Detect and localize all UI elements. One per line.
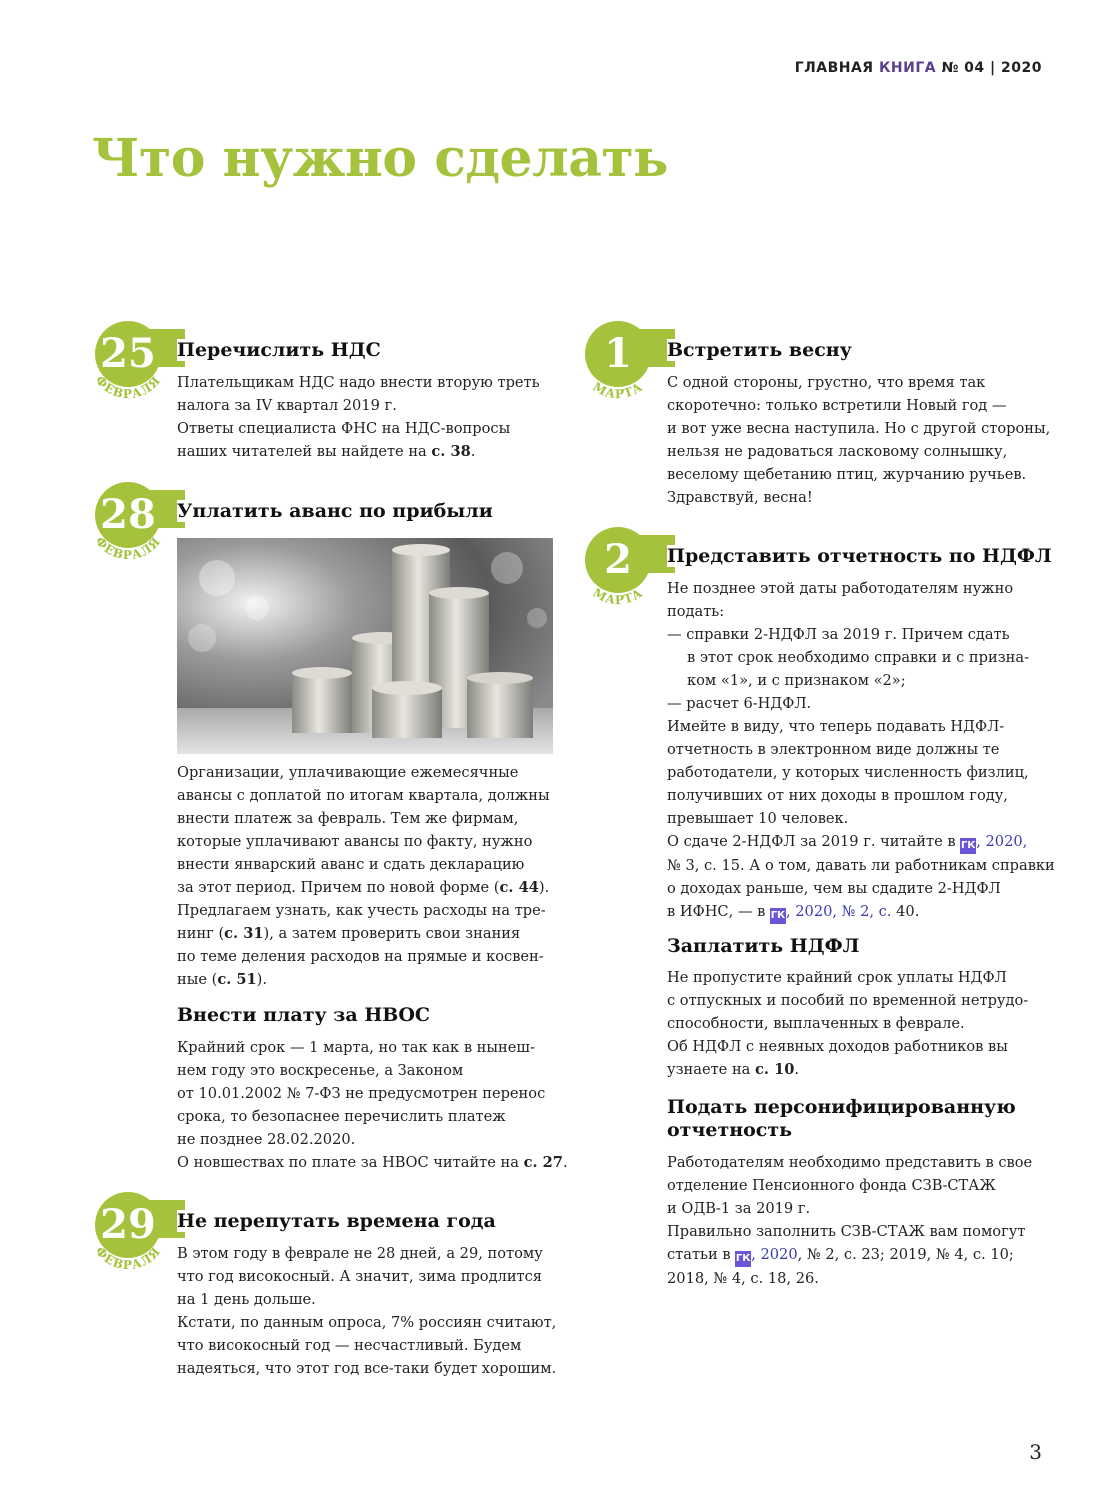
text-line: что год високосный. А значит, зима продлится [177, 1268, 543, 1285]
text-line: О сдаче 2-НДФЛ за 2019 г. читайте в ГК, 2020, [667, 830, 1055, 854]
page-ref: с. 27 [523, 1154, 563, 1171]
heading-ndfl-report: Представить отчетность по НДФЛ [667, 545, 1056, 567]
text-nds [177, 371, 540, 463]
text-line: О новшествах по плате за НВОС читайте на с. 27. [177, 1154, 568, 1171]
text-line: С одной стороны, грустно, что время так [667, 374, 986, 391]
svg-text:МАРТА [591, 585, 646, 607]
text-line: отчетность в электронном виде должны те [667, 741, 1000, 758]
text-line: превышает 10 человек. [667, 810, 849, 827]
text-line: Кстати, по данным опроса, 7% россиян считают, [177, 1314, 557, 1331]
text-spring [667, 371, 1050, 509]
text-line: нинг (с. 31), а затем проверить свои знания [177, 925, 521, 942]
text-line: по теме деления расходов на прямые и косвен- [177, 948, 544, 965]
text-line: Предлагаем узнать, как учесть расходы на тре- [177, 902, 546, 919]
magazine-link[interactable]: , 2020, № 2, с. [785, 903, 892, 920]
svg-text:МАРТА [591, 379, 646, 401]
date-month: МАРТА [590, 585, 646, 608]
text-line: Правильно заполнить СЗВ-СТАЖ вам помогут [667, 1223, 1026, 1240]
masthead-issue: № 04 | 2020 [941, 60, 1042, 76]
masthead-accent: КНИГА [878, 60, 937, 76]
text-line: Не пропустите крайний срок уплаты НДФЛ [667, 969, 1007, 986]
heading-spring: Встретить весну [667, 339, 856, 361]
text-line: внести платеж за февраль. Тем же фирмам, [177, 810, 519, 827]
text-ndfl-pay [667, 966, 1028, 1081]
text-line: узнаете на с. 10. [667, 1061, 800, 1078]
text-leap [177, 1242, 556, 1380]
text-line: авансы с доплатой по итогам квартала, должны [177, 787, 550, 804]
svg-text:ФЕВРАЛЯ [93, 1244, 164, 1272]
text-line: статьи в ГК, 2020, № 2, с. 23; 2019, № 4, с. 10; [667, 1243, 1032, 1267]
page-number: 3 [1029, 1440, 1042, 1464]
masthead-main: ГЛАВНАЯ [794, 60, 874, 76]
text-ndfl-report [667, 577, 1055, 924]
text-line: 2018, № 4, с. 18, 26. [667, 1270, 819, 1287]
heading-nvos: Внести плату за НВОС [177, 1004, 431, 1026]
text-line: получивших от них доходы в прошлом году, [667, 787, 1008, 804]
text-line: Крайний срок — 1 марта, но так как в нынеш- [177, 1039, 535, 1056]
heading-leap: Не перепутать времена года [177, 1210, 500, 1232]
masthead [795, 60, 1042, 76]
text-line: внести январский аванс и сдать декларацию [177, 856, 525, 873]
date-day: 25 [100, 330, 156, 377]
date-day: 2 [604, 536, 632, 583]
text-nvos [177, 1036, 568, 1174]
gk-logo-icon: ГК [960, 838, 976, 854]
gk-logo-icon: ГК [770, 908, 786, 924]
text-line: Работодателям необходимо представить в свое [667, 1154, 1033, 1171]
date-month: ФЕВРАЛЯ [92, 534, 164, 563]
heading-profit: Уплатить аванс по прибыли [177, 500, 497, 522]
date-month: МАРТА [590, 379, 646, 402]
text-line: — расчет 6-НДФЛ. [667, 695, 812, 712]
date-month-arc [85, 315, 175, 405]
date-badge-1-mar [581, 321, 671, 411]
page-ref: с. 51 [217, 971, 257, 988]
date-badge-29-feb [91, 1192, 181, 1282]
text-line: за этот период. Причем по новой форме (с. 44). [177, 879, 550, 896]
magazine-link[interactable]: , 2020 [751, 1246, 798, 1263]
text-line: Об НДФЛ с неявных доходов работников вы [667, 1038, 1008, 1055]
coins-photo [177, 538, 553, 754]
text-line: нем году это воскресенье, а Законом [177, 1062, 464, 1079]
date-badge-25-feb [91, 321, 181, 411]
text-line: налога за IV квартал 2019 г. [177, 397, 397, 414]
text-line: не позднее 28.02.2020. [177, 1131, 356, 1148]
heading-nds: Перечислить НДС [177, 339, 385, 361]
text-line: веселому щебетанию птиц, журчанию ручьев. [667, 466, 1027, 483]
text-line: что високосный год — несчастливый. Будем [177, 1337, 522, 1354]
date-month-arc [575, 315, 665, 405]
text-line: надеяться, что этот год все-таки будет хорошим. [177, 1360, 557, 1377]
text-line: способности, выплаченных в феврале. [667, 1015, 965, 1032]
gk-logo-icon: ГК [735, 1251, 751, 1267]
text-line: от 10.01.2002 № 7-ФЗ не предусмотрен перенос [177, 1085, 546, 1102]
text-pers [667, 1151, 1032, 1290]
date-day: 29 [100, 1201, 156, 1248]
heading-pers [667, 1096, 1016, 1142]
date-day: 28 [100, 491, 156, 538]
text-line: — справки 2-НДФЛ за 2019 г. Причем сдать [667, 626, 1010, 643]
date-month: ФЕВРАЛЯ [92, 373, 164, 402]
text-line: и ОДВ-1 за 2019 г. [667, 1200, 811, 1217]
text-line: срока, то безопаснее перечислить платеж [177, 1108, 506, 1125]
text-line: о доходах раньше, чем вы сдадите 2-НДФЛ [667, 880, 1001, 897]
date-month-arc [85, 1186, 175, 1276]
text-line: работодатели, у которых численность физлиц, [667, 764, 1029, 781]
coins-illustration [177, 538, 553, 754]
text-line: наших читателей вы найдете на с. 38. [177, 443, 476, 460]
text-line: ком «1», и с признаком «2»; [687, 672, 906, 689]
text-line: Ответы специалиста ФНС на НДС-вопросы [177, 420, 511, 437]
page-ref: с. 10 [755, 1061, 795, 1078]
text-line: № 3, с. 15. А о том, давать ли работникам справки [667, 857, 1055, 874]
date-month-arc [575, 521, 665, 611]
text-line: подать: [667, 603, 725, 620]
text-line: на 1 день дольше. [177, 1291, 316, 1308]
page-title: Что нужно сделать [92, 128, 668, 189]
text-line: и вот уже весна наступила. Но с другой стороны, [667, 420, 1051, 437]
text-line: в ИФНС, — в ГК, 2020, № 2, с. 40. [667, 900, 1055, 924]
svg-text:ФЕВРАЛЯ [93, 534, 164, 562]
page-ref: с. 38 [431, 443, 471, 460]
svg-text:ФЕВРАЛЯ [93, 373, 164, 401]
date-badge-2-mar [581, 527, 671, 617]
text-line: ные (с. 51). [177, 971, 268, 988]
text-line: Организации, уплачивающие ежемесячные [177, 764, 519, 781]
heading-line: Подать персонифицированную [667, 1096, 1016, 1118]
text-line: Не позднее этой даты работодателям нужно [667, 580, 1014, 597]
text-line: которые уплачивают авансы по факту, нужно [177, 833, 533, 850]
magazine-link[interactable]: , 2020, [976, 833, 1028, 850]
text-line: Имейте в виду, что теперь подавать НДФЛ- [667, 718, 1005, 735]
heading-line: отчетность [667, 1119, 793, 1141]
heading-ndfl-pay: Заплатить НДФЛ [667, 935, 860, 957]
text-line: скоротечно: только встретили Новый год — [667, 397, 1007, 414]
date-month: ФЕВРАЛЯ [92, 1244, 164, 1273]
page-ref: с. 31 [224, 925, 264, 942]
date-badge-28-feb [91, 482, 181, 572]
text-line: Плательщикам НДС надо внести вторую треть [177, 374, 540, 391]
text-line: В этом году в феврале не 28 дней, а 29, потому [177, 1245, 543, 1262]
text-line: в этот срок необходимо справки и с призна- [687, 649, 1030, 666]
text-line: Здравствуй, весна! [667, 489, 813, 506]
text-line: нельзя не радоваться ласковому солнышку, [667, 443, 1008, 460]
text-profit [177, 761, 550, 991]
date-day: 1 [604, 330, 632, 377]
text-line: с отпускных и пособий по временной нетрудо- [667, 992, 1029, 1009]
date-month-arc [85, 476, 175, 566]
page-ref: с. 44 [499, 879, 539, 896]
text-line: отделение Пенсионного фонда СЗВ-СТАЖ [667, 1177, 996, 1194]
